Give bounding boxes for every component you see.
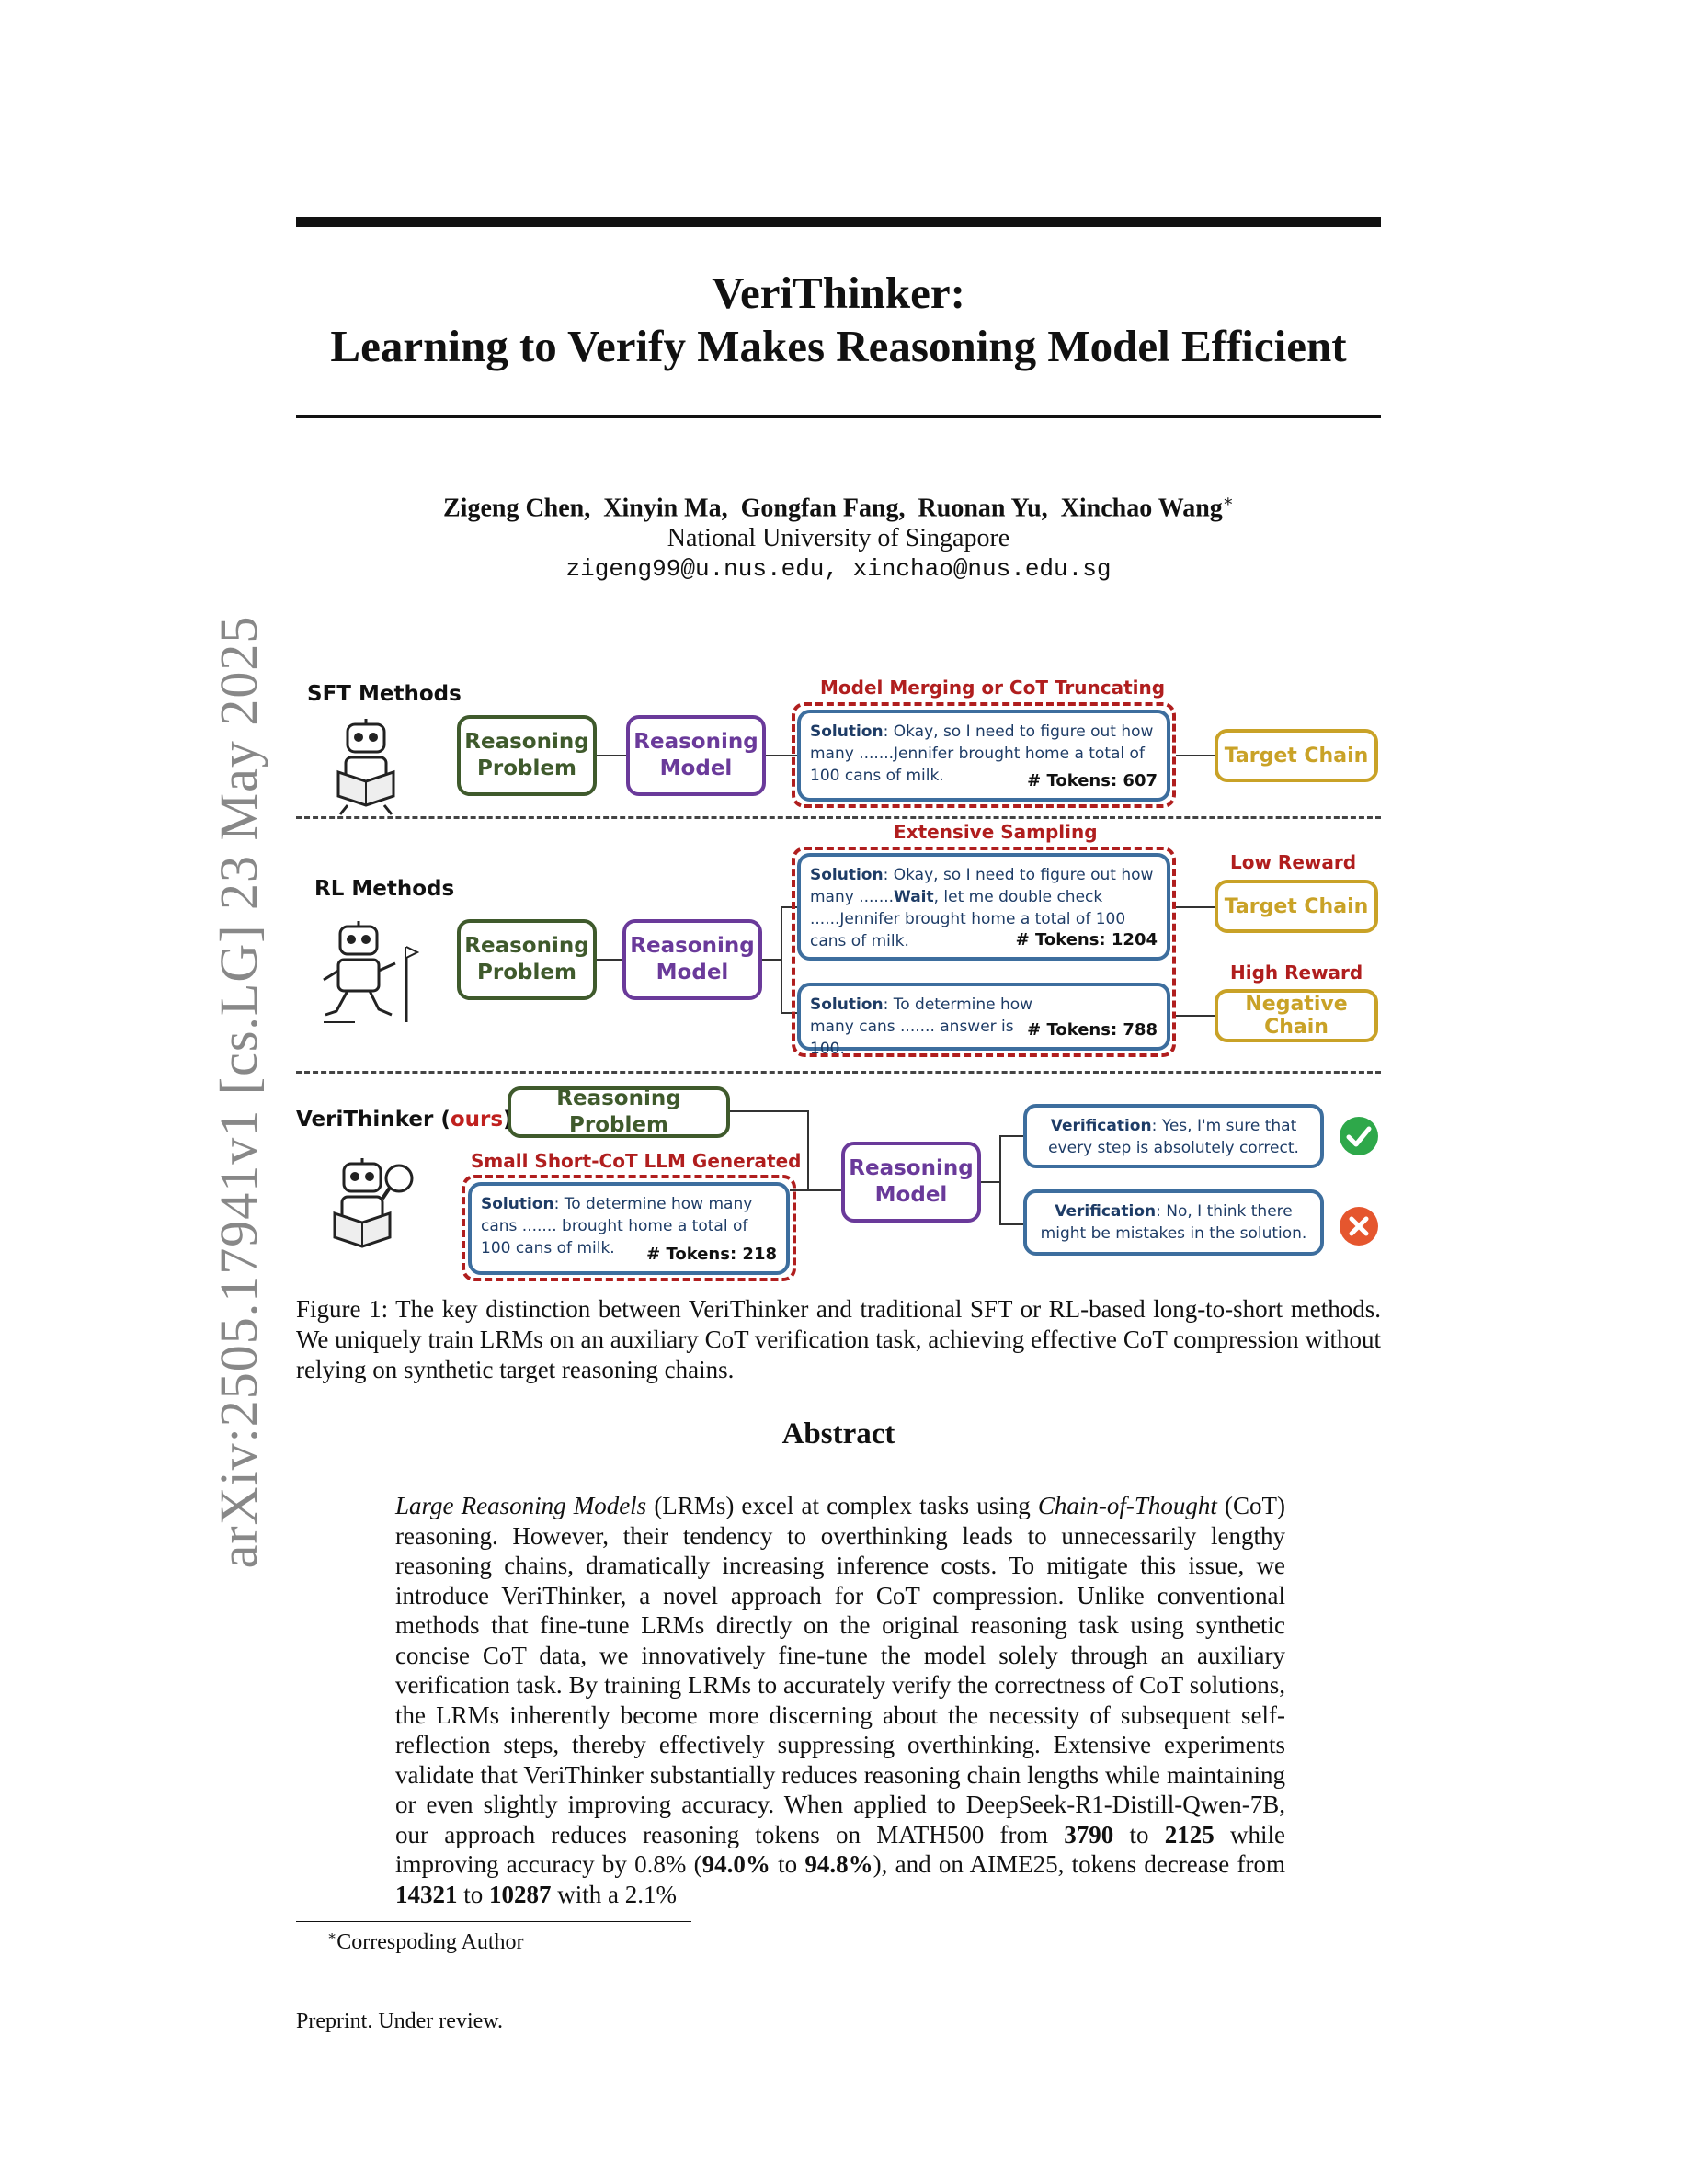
rl-target-chain-box: Target Chain: [1215, 880, 1378, 933]
abstract-bold: 2125: [1164, 1820, 1215, 1848]
figure-caption: Figure 1: The key distinction between VeriThinker and traditional SFT or RL-based long-to-short methods. We uniquely train LRMs on an auxiliary CoT verification task, achieving effective CoT compression without relying on synthetic target reasoning chains.: [296, 1295, 1381, 1383]
cross-icon: [1339, 1206, 1379, 1246]
connector: [999, 1135, 1001, 1223]
abstract-text: to: [1113, 1820, 1165, 1848]
verification-text: : No, I think there might be mistakes in the solution.: [1040, 1202, 1307, 1243]
abstract-italic: Chain-of-Thought: [1037, 1492, 1217, 1519]
abstract-italic: Large Reasoning Models: [395, 1492, 647, 1519]
solution-text: : To determine how many cans ....... brought home a total of 100 cans of milk.: [481, 1195, 753, 1257]
connector: [1176, 1015, 1215, 1017]
rl-red-label: Extensive Sampling: [894, 821, 1098, 843]
abstract-text: (CoT) reasoning. However, their tendency to overthinking leads to unnecessarily lengthy reasoning chains, dramatically increasing inference costs. To mitigate this issue, we introduce VeriThinker, a novel approach for CoT compression. Unlike conventional methods that fine-tune LRMs directly on the original reasoning task using synthetic concise CoT data, we innovatively fine-tune the model solely through an auxiliary verification task. By training LRMs to accurately verify the correctness of CoT solutions, the LRMs inherently become more discerning about the necessity of subsequent self-reflection steps, thereby effectively suppressing overthinking. Extensive experiments validate that VeriThinker substantially reduces reasoning chain lengths while maintaining or even slightly improving accuracy. When applied to DeepSeek-R1-Distill-Qwen-7B, our approach reduces reasoning tokens on MATH500 from: [395, 1492, 1285, 1848]
author-name: Xinyin Ma,: [603, 494, 728, 523]
affiliation: National University of Singapore: [667, 524, 1010, 552]
sft-target-chain-box: Target Chain: [1215, 729, 1378, 782]
corresponding-mark: ∗: [1222, 492, 1234, 510]
abstract-text: to: [770, 1850, 805, 1878]
verithinker-label-close: ): [503, 1108, 513, 1132]
verithinker-label-text: VeriThinker (: [296, 1108, 451, 1132]
low-reward-label: Low Reward: [1230, 851, 1357, 873]
footnote: [327, 1928, 524, 1955]
robot-running-icon: [318, 919, 419, 1028]
connector: [807, 1189, 841, 1191]
abstract-text: to: [457, 1880, 490, 1908]
author-name: Ruonan Yu,: [918, 494, 1048, 523]
row-separator: [296, 1071, 1381, 1074]
author-list: [296, 492, 1381, 523]
abstract-body: [395, 1491, 1285, 1909]
solution-head: Solution: [810, 866, 884, 884]
abstract-text: with a 2.1%: [551, 1880, 677, 1908]
abstract-bold: 3790: [1064, 1820, 1114, 1848]
connector: [981, 1181, 999, 1183]
title-bottom-rule: [296, 415, 1381, 418]
rl-methods-label: RL Methods: [314, 877, 455, 901]
footnote-rule: [296, 1921, 691, 1922]
verification-correct-box: [1023, 1104, 1324, 1168]
sft-reasoning-model-box: Reasoning Model: [626, 715, 766, 796]
connector: [807, 1110, 809, 1189]
ours-highlight: ours: [450, 1108, 504, 1132]
footnote-mark: ∗: [327, 1929, 337, 1944]
sft-reasoning-problem-box: Reasoning Problem: [457, 715, 597, 796]
abstract-bold: 94.8%: [804, 1850, 873, 1878]
verification-wrong-box: [1023, 1189, 1324, 1256]
rl-solution-short-box: [797, 983, 1170, 1058]
solution-head: Solution: [810, 722, 884, 741]
connector: [597, 959, 622, 961]
arxiv-side-identifier: arXiv:2505.17941v1 [cs.LG] 23 May 2025: [209, 615, 268, 1569]
solution-text: : Okay, so I need to figure out how many .......: [810, 866, 1154, 906]
connector: [730, 1110, 807, 1112]
rl-reasoning-problem-box: Reasoning Problem: [457, 919, 597, 1000]
author-name: Xinchao Wang: [1060, 494, 1223, 523]
paper-title-line1: VeriThinker:: [712, 267, 965, 318]
solution-text: : To determine how many cans ....... answer is 100.: [810, 995, 1033, 1058]
row-separator: [296, 816, 1381, 819]
sft-red-label: Model Merging or CoT Truncating: [820, 677, 1166, 699]
ours-red-label: Small Short-CoT LLM Generated: [471, 1150, 802, 1172]
ours-reasoning-problem-box: Reasoning Problem: [508, 1086, 730, 1138]
rl-solution-long-box: [797, 853, 1170, 961]
rl-reasoning-model-box: Reasoning Model: [622, 919, 762, 1000]
verification-head: Verification: [1055, 1202, 1157, 1221]
robot-magnifier-icon: [324, 1155, 423, 1257]
solution-head: Solution: [481, 1195, 554, 1213]
author-name: Zigeng Chen,: [443, 494, 591, 523]
connector: [999, 1135, 1023, 1137]
connector: [781, 906, 782, 1012]
sft-methods-label: SFT Methods: [307, 682, 462, 706]
rl-negative-chain-box: Negative Chain: [1215, 989, 1378, 1042]
verification-text: : Yes, I'm sure that every step is absolutely correct.: [1048, 1117, 1299, 1157]
abstract-heading: Abstract: [781, 1417, 895, 1450]
author-emails: zigeng99@u.nus.edu, xinchao@nus.edu.sg: [565, 555, 1112, 583]
abstract-text: (LRMs) excel at complex tasks using: [646, 1492, 1038, 1519]
robot-reading-icon: [320, 717, 412, 818]
token-count: # Tokens: 218: [646, 1245, 777, 1264]
preprint-note: Preprint. Under review.: [296, 2009, 504, 2033]
abstract-bold: 14321: [395, 1880, 458, 1908]
ours-solution-box: [468, 1182, 790, 1275]
connector: [999, 1223, 1023, 1225]
token-count: # Tokens: 788: [1027, 1020, 1158, 1040]
solution-text: , let me double check ......Jennifer brought home a total of 100 cans of milk.: [810, 888, 1126, 950]
check-icon: [1339, 1116, 1379, 1156]
solution-text: : Okay, so I need to figure out how many .......Jennifer brought home a total of 100 cans of milk.: [810, 722, 1154, 785]
abstract-text: ), and on AIME25, tokens decrease from: [873, 1850, 1285, 1878]
high-reward-label: High Reward: [1230, 961, 1363, 984]
author-name: Gongfan Fang,: [740, 494, 906, 523]
footnote-text: Correspoding Author: [336, 1930, 524, 1954]
wait-word: Wait: [894, 888, 934, 906]
token-count: # Tokens: 1204: [1015, 930, 1158, 950]
connector: [1176, 755, 1215, 756]
title-top-rule: [296, 217, 1381, 227]
connector: [597, 755, 626, 756]
token-count: # Tokens: 607: [1027, 771, 1158, 791]
abstract-text: while improving accuracy by 0.8% (: [395, 1820, 1285, 1878]
ours-reasoning-model-box: Reasoning Model: [841, 1142, 981, 1223]
sft-solution-box: [797, 710, 1170, 802]
paper-title-line2: Learning to Verify Makes Reasoning Model Efficient: [330, 321, 1347, 371]
verification-head: Verification: [1050, 1117, 1152, 1135]
abstract-bold: 94.0%: [701, 1850, 770, 1878]
connector: [1176, 906, 1215, 908]
abstract-bold: 10287: [489, 1880, 552, 1908]
connector: [762, 959, 781, 961]
solution-head: Solution: [810, 995, 884, 1014]
verithinker-label: [296, 1108, 513, 1132]
